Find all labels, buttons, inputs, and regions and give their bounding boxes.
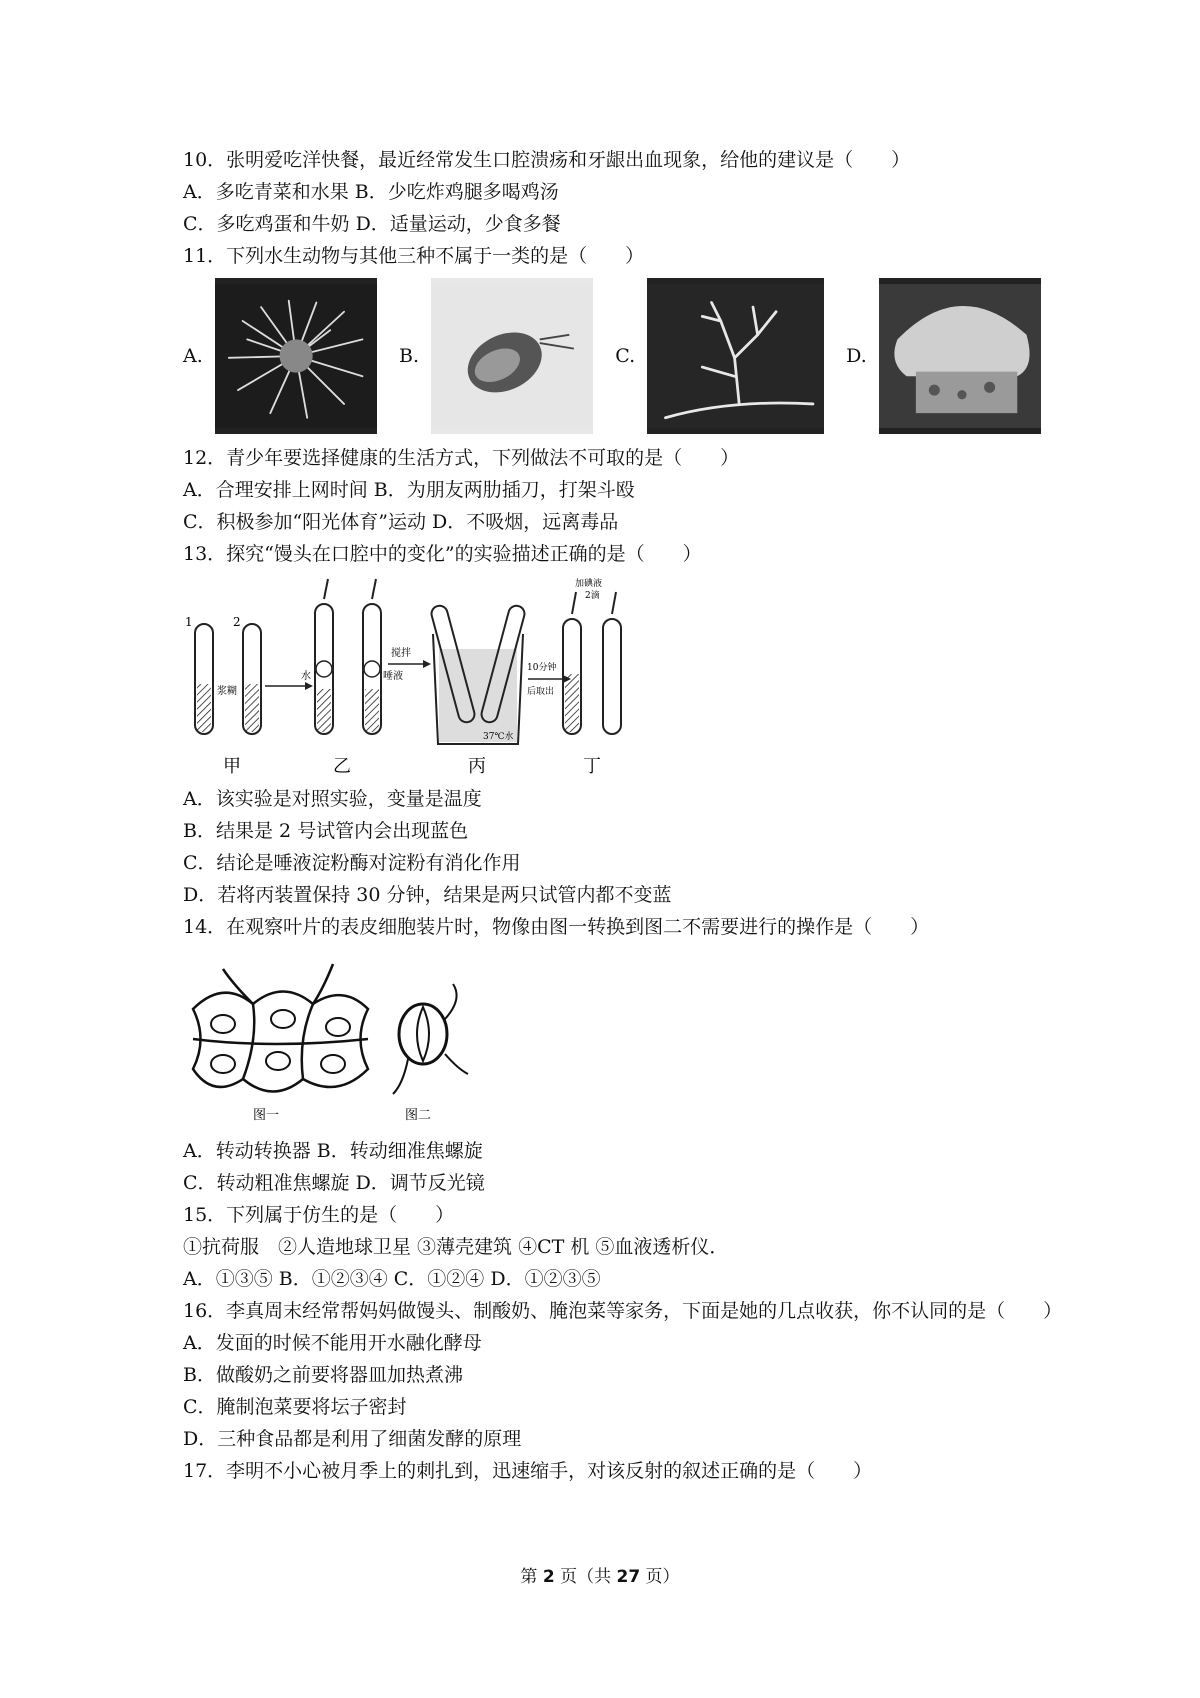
footer-total-pages: 27: [616, 1567, 641, 1587]
leaf-epidermis-diagram: [183, 949, 483, 1129]
coral-photo: [647, 278, 824, 434]
q16-option-b: B．做酸奶之前要将器皿加热煮沸: [183, 1364, 463, 1386]
q11-label-d: D.: [846, 345, 867, 367]
stage-yi-tubes: [301, 579, 403, 734]
q15-items: ①抗荷服 ②人造地球卫星 ③薄壳建筑 ④CT 机 ⑤血液透析仪．: [183, 1236, 729, 1258]
tube-number-1: 1: [185, 615, 193, 629]
figure-two-stoma: [393, 984, 468, 1094]
saliva-label: 唾液: [383, 671, 403, 682]
stage-jia-tubes: [185, 615, 261, 734]
figure-one-label: 图一: [253, 1108, 280, 1123]
q14-stem: 14．在观察叶片的表皮细胞装片时，物像由图一转换到图二不需要进行的操作是（ ）: [183, 916, 930, 938]
footer-page-number: 2: [542, 1567, 555, 1587]
q11-label-b: B.: [399, 345, 420, 367]
q16-option-c: C．腌制泡菜要将坛子密封: [183, 1396, 407, 1418]
q13-option-d: D．若将丙装置保持 30 分钟，结果是两只试管内都不变蓝: [183, 884, 672, 906]
tube-number-2: 2: [233, 615, 241, 629]
footer-middle: 页（共: [554, 1567, 617, 1587]
q17-stem: 17．李明不小心被月季上的刺扎到，迅速缩手，对该反射的叙述正确的是（ ）: [183, 1460, 873, 1482]
paste-label: 浆糊: [217, 686, 237, 697]
q14-options-ab: A．转动转换器 B．转动细准焦螺旋: [183, 1140, 483, 1162]
q13-stem: 13．探究“馒头在口腔中的变化”的实验描述正确的是（ ）: [183, 543, 702, 565]
water-37c-label: 37℃水: [483, 732, 514, 742]
takeout-label: 后取出: [527, 687, 555, 697]
q13-option-b: B．结果是 2 号试管内会出现蓝色: [183, 820, 469, 842]
q12-stem: 12．青少年要选择健康的生活方式，下列做法不可取的是（ ）: [183, 447, 740, 469]
q16-option-d: D．三种食品都是利用了细菌发酵的原理: [183, 1428, 522, 1450]
q11-image-options: [183, 278, 1063, 434]
q11-stem: 11．下列水生动物与其他三种不属于一类的是（ ）: [183, 245, 645, 267]
q12-options-cd: C．积极参加“阳光体育”运动 D．不吸烟，远离毒品: [183, 511, 619, 533]
q16-option-a: A．发面的时候不能用开水融化酵母: [183, 1332, 482, 1354]
page-footer: [0, 1562, 1200, 1587]
stage-ding-tubes: [563, 577, 621, 734]
q10-options-ab: A．多吃青菜和水果 B．少吃炸鸡腿多喝鸡汤: [183, 181, 559, 203]
stage-bing-beaker: [430, 604, 527, 744]
q15-stem: 15．下列属于仿生的是（ ）: [183, 1204, 455, 1226]
starch-experiment-diagram: [183, 574, 631, 777]
stage-label-yi: 乙: [333, 756, 351, 777]
q13-option-c: C．结论是唾液淀粉酶对淀粉有消化作用: [183, 852, 521, 874]
q11-label-c: C.: [615, 345, 636, 367]
q10-options-cd: C．多吃鸡蛋和牛奶 D．适量运动，少食多餐: [183, 213, 561, 235]
stage-label-bing: 丙: [468, 756, 486, 777]
q10-stem: 10．张明爱吃洋快餐，最近经常发生口腔溃疡和牙龈出血现象，给他的建议是（ ）: [183, 149, 911, 171]
stage-label-jia: 甲: [223, 756, 241, 777]
q14-options-cd: C．转动粗准焦螺旋 D．调节反光镜: [183, 1172, 485, 1194]
question-content: [183, 144, 1063, 1487]
iodine-drops-label: 2滴: [585, 591, 600, 601]
q13-option-a: A．该实验是对照实验，变量是温度: [183, 788, 482, 810]
figure-two-label: 图二: [405, 1108, 432, 1123]
water-flea-photo: [431, 278, 593, 434]
q12-options-ab: A．合理安排上网时间 B．为朋友两肋插刀，打架斗殴: [183, 479, 635, 501]
jellyfish-photo: [879, 278, 1041, 434]
water-label: 水: [301, 671, 311, 682]
q16-stem: 16．李真周末经常帮妈妈做馒头、制酸奶、腌泡菜等家务，下面是她的几点收获，你不认同的是（ ）: [183, 1300, 1063, 1322]
stir-label: 搅拌: [391, 648, 411, 659]
footer-suffix: 页）: [640, 1567, 680, 1587]
stage-label-ding: 丁: [583, 756, 601, 777]
sea-anemone-photo: [215, 278, 377, 434]
q15-options: A．①③⑤ B．①②③④ C．①②④ D．①②③⑤: [183, 1268, 601, 1290]
iodine-label: 加碘液: [575, 579, 603, 589]
q11-label-a: A.: [183, 345, 203, 367]
footer-prefix: 第: [520, 1567, 543, 1587]
ten-min-label: 10分钟: [527, 663, 557, 673]
